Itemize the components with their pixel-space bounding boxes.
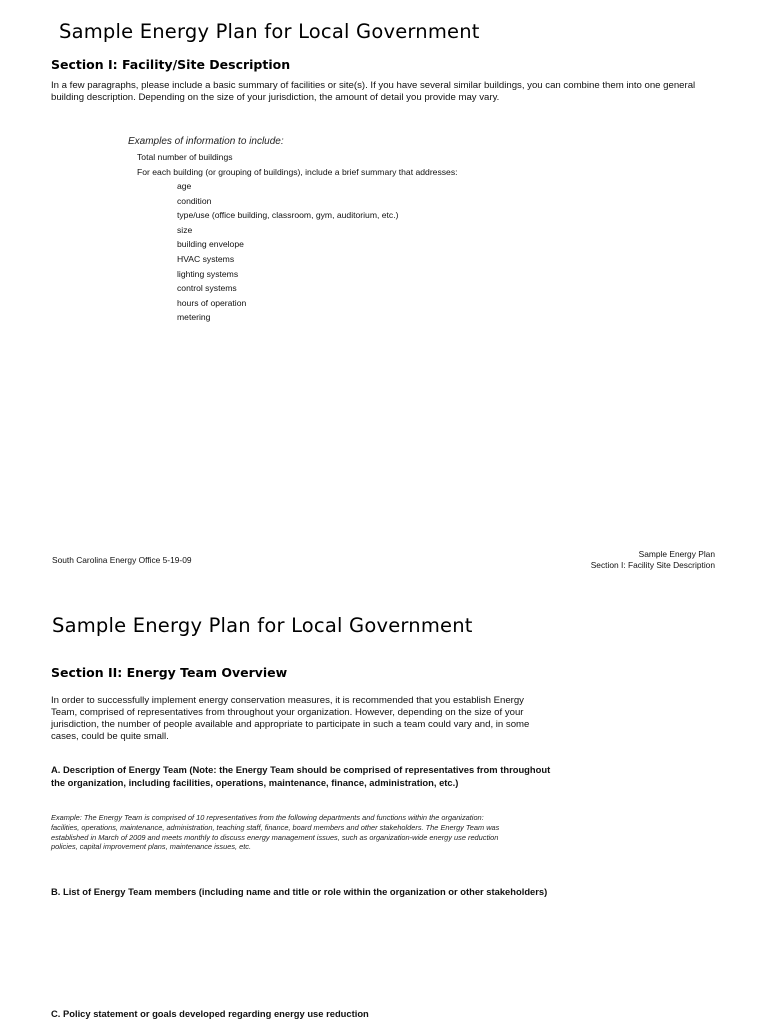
list-item: control systems [177, 283, 237, 294]
page2-intro-paragraph [51, 695, 529, 743]
page1-footer-left: South Carolina Energy Office 5-19-09 [52, 555, 192, 565]
page1-examples-top-list [137, 150, 458, 179]
page2-title: Sample Energy Plan for Local Government [52, 614, 473, 637]
list-item: type/use (office building, classroom, gym, auditorium, etc.) [177, 210, 399, 221]
page2-item-a [51, 764, 550, 789]
example-line-3: established in March of 2009 and meets monthly to discuss energy management issues, such as organization-wide energy use reduction [51, 832, 499, 842]
page1-intro-paragraph [51, 80, 695, 104]
page1-examples-sub-list [177, 179, 398, 325]
list-item: hours of operation [177, 297, 247, 308]
page2-example-paragraph [51, 813, 499, 852]
list-item: For each building (or grouping of buildings), include a brief summary that addresses: [137, 166, 458, 177]
list-item: HVAC systems [177, 253, 235, 264]
item-a-line-2: the organization, including facilities, operations, maintenance, finance, administration, etc.) [51, 776, 459, 788]
list-item: lighting systems [177, 268, 239, 279]
list-item: size [177, 224, 193, 235]
page2-section-heading: Section II: Energy Team Overview [51, 665, 288, 680]
item-a-line-1: A. Description of Energy Team (Note: the Energy Team should be comprised of representatives from throughout [51, 764, 551, 775]
page1-title: Sample Energy Plan for Local Government [59, 20, 480, 43]
page1-footer-right [591, 549, 715, 571]
page2-item-b: B. List of Energy Team members (including name and title or role within the organization or other stakeholders) [51, 886, 548, 897]
footer-right-line-2: Section I: Facility Site Description [590, 560, 715, 570]
example-line-1: Example: The Energy Team is comprised of 10 representatives from the following departments and functions within the organization: [51, 813, 484, 822]
footer-right-line-1: Sample Energy Plan [638, 549, 715, 559]
list-item: condition [177, 195, 212, 206]
page1-intro-line-1: In a few paragraphs, please include a basic summary of facilities or site(s). If you have several similar buildings, you can combine them into one general [51, 80, 696, 91]
example-line-4: policies, capital improvement plans, maintenance issues, etc. [51, 842, 252, 852]
page2-intro-line-3: jurisdiction, the number of people available and appropriate to participate in such a team could vary and, in some [51, 719, 530, 730]
list-item: building envelope [177, 239, 244, 250]
list-item: Total number of buildings [137, 152, 233, 162]
page1-section-heading: Section I: Facility/Site Description [51, 57, 291, 72]
page2-item-c: C. Policy statement or goals developed regarding energy use reduction [51, 1008, 369, 1019]
page2-intro-line-1: In order to successfully implement energy conservation measures, it is recommended that you establish Energy [51, 695, 524, 706]
page2-intro-line-4: cases, could be quite small. [51, 731, 169, 742]
page1-intro-line-2: building description. Depending on the size of your jurisdiction, the amount of detail you provide may vary. [51, 92, 500, 103]
example-line-2: facilities, operations, maintenance, administration, teaching staff, finance, board members and other stakeholders. The Energy Team was [51, 822, 500, 832]
list-item: age [177, 181, 192, 191]
page1-examples-heading: Examples of information to include: [128, 136, 284, 147]
page2-intro-line-2: Team, comprised of representatives from throughout your organization. However, depending on the size of your [51, 707, 524, 718]
list-item: metering [177, 312, 211, 323]
